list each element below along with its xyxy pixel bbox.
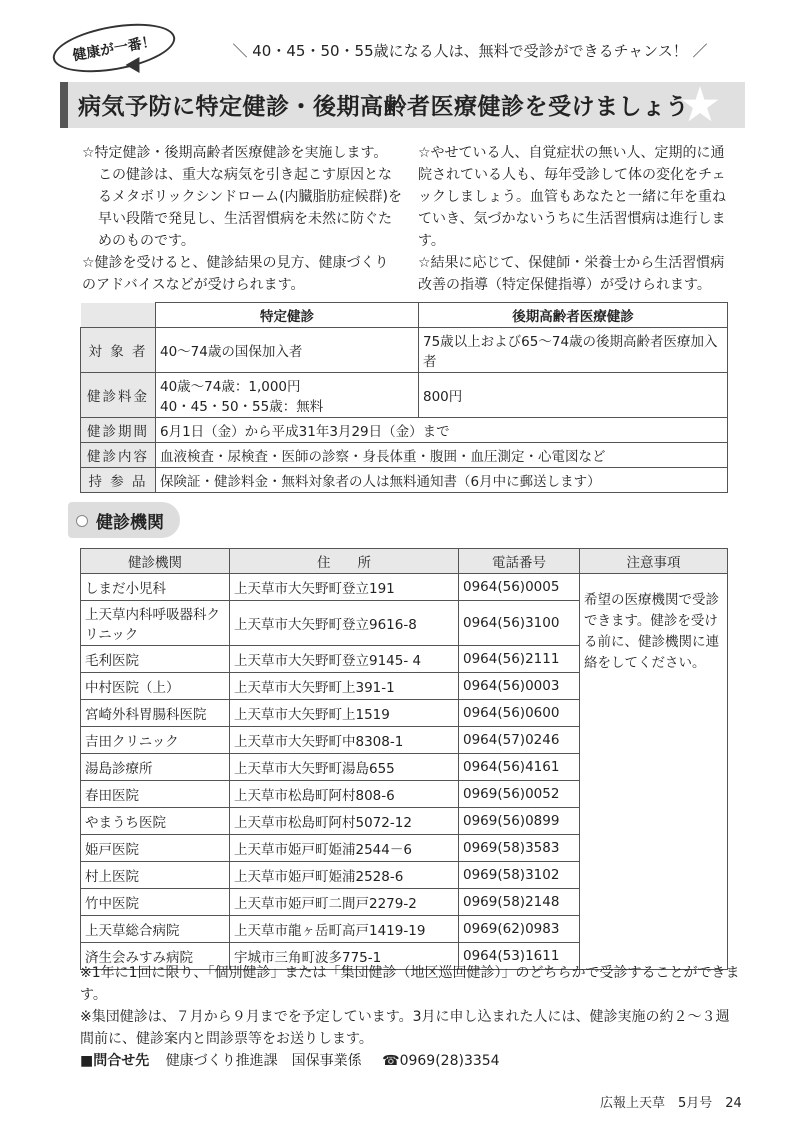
institution-name: 竹中医院: [81, 889, 230, 916]
institution-name: 村上医院: [81, 862, 230, 889]
left-column: [82, 142, 402, 296]
table-row: [81, 574, 728, 601]
institution-phone: 0964(56)2111: [459, 646, 580, 673]
institution-name: 姫戸医院: [81, 835, 230, 862]
institutions-tag: 健診機関: [68, 502, 180, 538]
institution-phone: 0964(56)4161: [459, 754, 580, 781]
star-icon: ★: [678, 77, 722, 133]
contact-phone: ☎0969(28)3354: [382, 1053, 500, 1069]
institution-phone: 0964(53)1611: [459, 943, 580, 970]
row-label-target: 対 象 者: [81, 328, 156, 373]
header-notes: 注意事項: [580, 549, 728, 574]
institution-address: 上天草市大矢野町湯島655: [230, 754, 459, 781]
institution-name: やまうち医院: [81, 808, 230, 835]
right-column: [418, 142, 738, 296]
header-address: 住 所: [230, 549, 459, 574]
institution-address: 上天草市姫戸町姫浦2544－6: [230, 835, 459, 862]
summary-header-tokutei: 特定健診: [156, 303, 419, 328]
note-1: ※1年に1回に限り、「個別健診」または「集団健診（地区巡回健診）」のどちらかで受診することができます。: [80, 965, 740, 1003]
institution-phone: 0969(56)0899: [459, 808, 580, 835]
right-paragraph-1: ☆やせている人、自覚症状の無い人、定期的に通院されている人も、毎年受診して体の変化をチェックしましょう。血管もあなたと一緒に年を重ねていき、気づかないうちに生活習慣病は進行します。: [418, 145, 726, 249]
content-value: 血液検査・尿検査・医師の診察・身長体重・腹囲・血圧測定・心電図など: [156, 443, 728, 468]
summary-table: [80, 302, 728, 493]
institution-phone: 0969(56)0052: [459, 781, 580, 808]
left-paragraph-1: ☆特定健診・後期高齢者医療健診を実施します。: [82, 145, 388, 161]
institution-phone: 0964(56)3100: [459, 601, 580, 646]
header-phone: 電話番号: [459, 549, 580, 574]
institution-address: 上天草市大矢野町上1519: [230, 700, 459, 727]
period-value: 6月1日（金）から平成31年3月29日（金）まで: [156, 418, 728, 443]
contact-dept: 健康づくり推進課 国保事業係: [165, 1053, 362, 1069]
institution-name: 湯島診療所: [81, 754, 230, 781]
institutions-table: [80, 548, 728, 970]
institution-name: 毛利医院: [81, 646, 230, 673]
institution-address: 上天草市大矢野町登立9145- 4: [230, 646, 459, 673]
page-title: 病気予防に特定健診・後期高齢者医療健診を受けましょう: [78, 94, 689, 120]
institution-phone: 0964(57)0246: [459, 727, 580, 754]
row-label-content: 健診内容: [81, 443, 156, 468]
footer: 広報上天草 5月号 24: [600, 1096, 742, 1111]
institution-phone: 0969(62)0983: [459, 916, 580, 943]
institution-address: 上天草市姫戸町姫浦2528-6: [230, 862, 459, 889]
institution-name: 済生会みすみ病院: [81, 943, 230, 970]
summary-header-kouki: 後期高齢者医療健診: [419, 303, 728, 328]
institution-name: 上天草総合病院: [81, 916, 230, 943]
fee-tokutei-general: 40歳～74歳：1,000円: [160, 379, 301, 395]
institution-name: 中村医院（上）: [81, 673, 230, 700]
tag-hole: [76, 515, 88, 527]
institution-phone: 0964(56)0600: [459, 700, 580, 727]
institution-name: 春田医院: [81, 781, 230, 808]
header-institution: 健診機関: [81, 549, 230, 574]
target-tokutei: 40～74歳の国保加入者: [156, 328, 419, 373]
institution-address: 上天草市松島町阿村5072-12: [230, 808, 459, 835]
notes: [80, 962, 740, 1050]
institution-phone: 0969(58)3102: [459, 862, 580, 889]
contact: [80, 1050, 500, 1070]
institution-phone: 0969(58)2148: [459, 889, 580, 916]
institution-address: 上天草市龍ヶ岳町高戸1419-19: [230, 916, 459, 943]
left-paragraph-2: この健診は、重大な病気を引き起こす原因となるメタボリックシンドローム(内臓脂肪症候群)を早い段階で発見し、生活習慣病を未然に防ぐためのものです。: [98, 167, 403, 249]
institution-name: しまだ小児科: [81, 574, 230, 601]
bring-value: 保険証・健診料金・無料対象者の人は無料通知書（6月中に郵送します）: [156, 468, 728, 493]
institution-address: 宇城市三角町波多775-1: [230, 943, 459, 970]
right-paragraph-2: ☆結果に応じて、保健師・栄養士から生活習慣病改善の指導（特定保健指導）が受けられます。: [418, 255, 725, 293]
institution-note: 希望の医療機関で受診できます。健診を受ける前に、健診機関に連絡をしてください。: [580, 574, 728, 970]
note-2: ※集団健診は、７月から９月までを予定しています。3月に申し込まれた人には、健診実施の約２～３週間前に、健診案内と問診票等をお送りします。: [80, 1009, 730, 1047]
header-bubble: 健康が一番！: [49, 16, 179, 81]
row-label-bring: 持 参 品: [81, 468, 156, 493]
institution-name: 上天草内科呼吸器科クリニック: [81, 601, 230, 646]
institution-address: 上天草市大矢野町登立191: [230, 574, 459, 601]
institution-name: 宮崎外科胃腸科医院: [81, 700, 230, 727]
target-kouki: 75歳以上および65～74歳の後期高齢者医療加入者: [419, 328, 728, 373]
fee-kouki: 800円: [419, 373, 728, 418]
institution-phone: 0964(56)0005: [459, 574, 580, 601]
institution-address: 上天草市姫戸町二間戸2279-2: [230, 889, 459, 916]
tagline: ＼ 40・45・50・55歳になる人は、無料で受診ができるチャンス！ ／: [232, 42, 708, 60]
institution-address: 上天草市松島町阿村808-6: [230, 781, 459, 808]
institution-phone: 0964(56)0003: [459, 673, 580, 700]
institution-phone: 0969(58)3583: [459, 835, 580, 862]
fee-tokutei: [156, 373, 419, 418]
institution-address: 上天草市大矢野町登立9616-8: [230, 601, 459, 646]
left-paragraph-3: ☆健診を受けると、健診結果の見方、健康づくりのアドバイスなどが受けられます。: [82, 255, 389, 293]
institution-address: 上天草市大矢野町中8308-1: [230, 727, 459, 754]
contact-label: ■問合せ先: [80, 1053, 150, 1069]
institution-address: 上天草市大矢野町上391-1: [230, 673, 459, 700]
fee-tokutei-free: 40・45・50・55歳：無料: [160, 399, 324, 415]
institution-name: 吉田クリニック: [81, 727, 230, 754]
row-label-period: 健診期間: [81, 418, 156, 443]
row-label-fee: 健診料金: [81, 373, 156, 418]
